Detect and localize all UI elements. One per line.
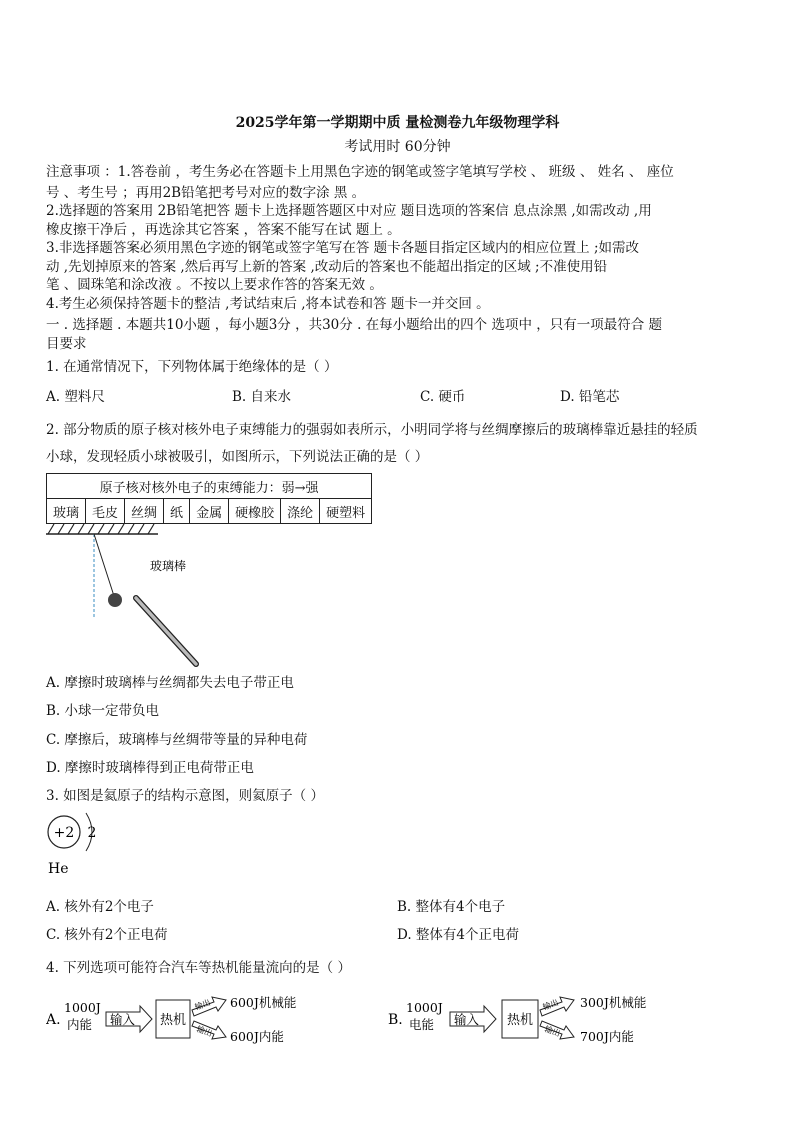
table-cell: 硬橡胶	[229, 499, 281, 524]
notice-line: 2.选择题的答案用 2B铅笔把答 题卡上选择题答题区中对应 题目选项的答案信 息点涂黑 ,如需改动 ,用	[46, 203, 652, 219]
table-cell: 玻璃	[47, 499, 86, 524]
element-symbol: He	[48, 861, 69, 877]
output-label-down: 输出	[543, 1024, 562, 1039]
engine-label: 热机	[159, 1013, 187, 1028]
output-label-up: 输出	[541, 997, 560, 1012]
exam-time: 考试用时 60分钟	[344, 139, 451, 155]
q4-option-a[interactable]	[46, 990, 336, 1050]
q1-option-a[interactable]: A. 塑料尺	[46, 389, 105, 405]
output-internal: 700J内能	[580, 1029, 634, 1044]
helium-atom-diagram	[40, 810, 120, 880]
q2-option-b[interactable]: B. 小球一定带负电	[46, 703, 160, 719]
table-cell: 金属	[190, 499, 229, 524]
page-title: 2025学年第一学期期中质 量检测卷九年级物理学科	[235, 115, 560, 131]
output-mechanical: 600J机械能	[230, 995, 297, 1010]
table-cell: 毛皮	[86, 499, 125, 524]
output-mechanical: 300J机械能	[580, 995, 647, 1010]
input-arrow-label: 输入	[454, 1012, 480, 1027]
question-3-stem: 3. 如图是氦原子的结构示意图，则氦原子（ ）	[46, 788, 324, 804]
pendulum-figure	[40, 520, 240, 670]
q2-option-d[interactable]: D. 摩擦时玻璃棒得到正电荷带正电	[46, 760, 254, 776]
glass-rod	[136, 598, 196, 664]
q3-option-d[interactable]: D. 整体有4个正电荷	[397, 927, 520, 943]
section-heading: 一 . 选择题 . 本题共10小题 ，每小题3分 ，共30分 . 在每小题给出的四个 选项中 ，只有一项最符合 题	[46, 317, 663, 333]
notice-line: 注意事项 ：1.答卷前 ，考生务必在答题卡上用黑色字迹的钢笔或签字笔填写学校 、 班级 、 姓名 、 座位	[46, 164, 674, 180]
question-4-stem: 4. 下列选项可能符合汽车等热机能量流向的是（ ）	[46, 960, 351, 976]
shell-electron-count: 2	[87, 825, 97, 841]
notice-line: 笔 、圆珠笔和涂改液 。不按以上要求作答的答案无效 。	[46, 277, 383, 293]
energy-flow-diagram-b	[388, 990, 688, 1050]
option-letter: A.	[46, 1012, 61, 1028]
binding-table	[46, 473, 372, 524]
nucleus-charge: +2	[53, 825, 75, 841]
table-cell: 硬塑料	[320, 499, 372, 524]
notice-line: 4.考生必须保持答题卡的整洁 ,考试结束后 ,将本试卷和答 题卡一并交回 。	[46, 296, 490, 312]
q2-option-a[interactable]: A. 摩擦时玻璃棒与丝绸都失去电子带正电	[46, 675, 294, 691]
thread	[94, 534, 114, 596]
rod-label: 玻璃棒	[150, 559, 187, 573]
q3-option-b[interactable]: B. 整体有4个电子	[397, 899, 506, 915]
output-label-up: 输出	[193, 997, 212, 1012]
table-cell: 丝绸	[125, 499, 164, 524]
question-1-stem: 1. 在通常情况下，下列物体属于绝缘体的是（ ）	[46, 359, 338, 375]
q1-option-c[interactable]: C. 硬币	[420, 389, 466, 405]
q2-option-c[interactable]: C. 摩擦后，玻璃棒与丝绸带等量的异种电荷	[46, 732, 308, 748]
output-label-down: 输出	[195, 1024, 214, 1039]
question-2-stem: 2. 部分物质的原子核对核外电子束缚能力的强弱如表所示，小明同学将与丝绸摩擦后的玻璃棒靠近悬挂的轻质	[46, 422, 698, 438]
small-ball	[108, 593, 122, 607]
question-2-stem-cont: 小球，发现轻质小球被吸引，如图所示，下列说法正确的是（ ）	[46, 449, 429, 465]
ceiling-hatch	[48, 524, 154, 534]
q3-option-a[interactable]: A. 核外有2个电子	[46, 899, 154, 915]
input-arrow-label: 输入	[110, 1012, 136, 1027]
input-energy-type: 内能	[67, 1017, 93, 1032]
notice-line: 橡皮擦干净后 ，再选涂其它答案 ，答案不能写在试 题上 。	[46, 222, 401, 238]
notice-line: 3.非选择题答案必须用黑色字迹的钢笔或签字笔写在答 题卡各题目指定区域内的相应位置上 ;如需改	[46, 240, 640, 256]
section-heading-cont: 目要求	[46, 336, 87, 352]
table-header: 原子核对核外电子的束缚能力：弱→强	[47, 474, 372, 499]
q4-option-b[interactable]	[388, 990, 688, 1050]
q1-option-d[interactable]: D. 铅笔芯	[560, 389, 620, 405]
energy-flow-diagram-a	[46, 990, 336, 1050]
engine-label: 热机	[506, 1013, 534, 1028]
output-internal: 600J内能	[230, 1029, 284, 1044]
option-letter: B.	[388, 1012, 403, 1028]
input-energy-value: 1000J	[406, 1000, 443, 1015]
table-cell: 纸	[164, 499, 190, 524]
notice-line: 号 、考生号 ；再用2B铅笔把考号对应的数字涂 黑 。	[46, 185, 366, 201]
q1-option-b[interactable]: B. 自来水	[232, 389, 292, 405]
table-cell: 涤纶	[281, 499, 320, 524]
input-energy-value: 1000J	[64, 1000, 101, 1015]
input-energy-type: 电能	[409, 1017, 435, 1032]
q3-option-c[interactable]: C. 核外有2个正电荷	[46, 927, 168, 943]
notice-line: 动 ,先划掉原来的答案 ,然后再写上新的答案 ,改动后的答案也不能超出指定的区域 ;不准使用铅	[46, 259, 608, 275]
